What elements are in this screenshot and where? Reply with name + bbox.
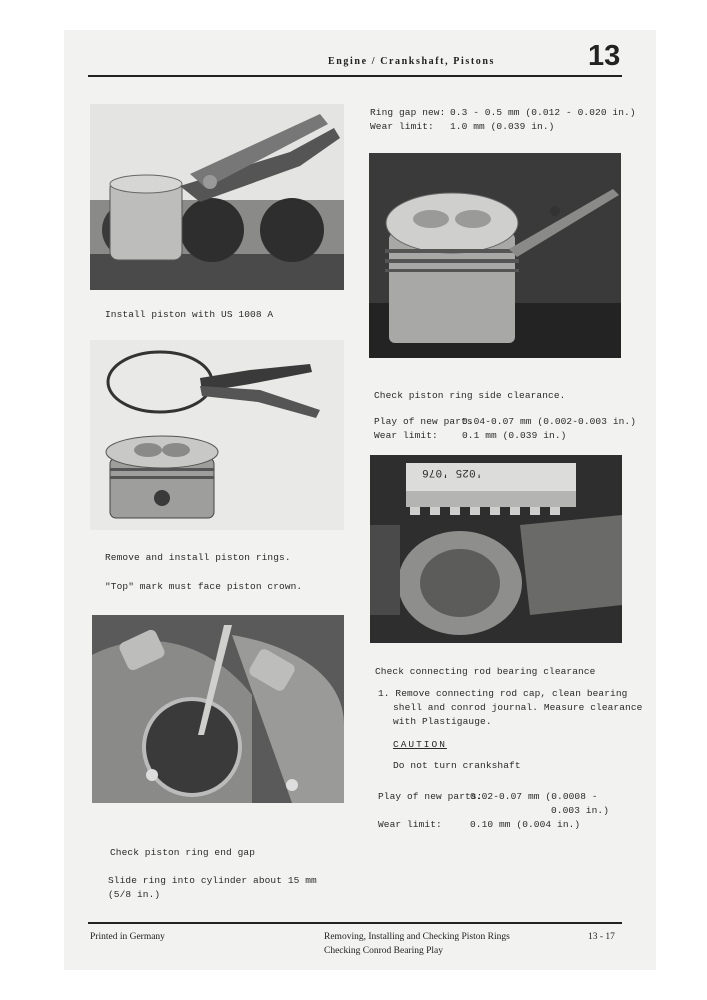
caption-remove-rings: Remove and install piston rings. [105,552,291,563]
play-value-1: 0.04-0.07 mm (0.002-0.003 in.) [462,416,637,427]
play-label-1: Play of new parts [374,416,473,427]
footer-printed-in: Printed in Germany [90,932,165,942]
wear-limit-label-3: Wear limit: [378,819,442,830]
caption-slide-ring-1: Slide ring into cylinder about 15 mm [108,875,317,886]
caption-install-piston: Install piston with US 1008 A [105,309,274,320]
step-1-line-1: 1. Remove connecting rod cap, clean bearing [378,688,628,699]
caption-side-clearance: Check piston ring side clearance. [374,390,566,401]
play-value-2-line-2: 0.003 in.) [551,805,610,816]
photo-ring-pliers [90,340,344,530]
plastigauge-scale-text: '025 '076 [422,466,483,478]
ring-gap-label: Ring gap new: [370,107,446,118]
caution-text: Do not turn crankshaft [393,760,521,771]
wear-limit-label-1: Wear limit: [370,121,434,132]
photo-plastigauge [370,455,622,643]
wear-limit-value-3: 0.10 mm (0.004 in.) [470,819,581,830]
caption-slide-ring-2: (5/8 in.) [108,889,161,900]
photo-ring-end-gap [92,615,344,803]
wear-limit-label-2: Wear limit: [374,430,438,441]
step-1-line-2: shell and conrod journal. Measure clearance [393,702,643,713]
caption-top-mark: "Top" mark must face piston crown. [105,581,303,592]
step-1-line-3: with Plastigauge. [393,716,492,727]
header-rule [88,75,622,77]
footer-section-line-2: Checking Conrod Bearing Play [324,946,443,956]
ring-gap-value: 0.3 - 0.5 mm (0.012 - 0.020 in.) [450,107,636,118]
caption-rod-clearance: Check connecting rod bearing clearance [375,666,596,677]
caption-check-end-gap: Check piston ring end gap [110,847,256,858]
footer-section-line-1: Removing, Installing and Checking Piston Rings [324,932,510,942]
wear-limit-value-2: 0.1 mm (0.039 in.) [462,430,567,441]
photo-side-clearance [369,153,621,358]
play-label-2: Play of new parts: [378,791,483,802]
photo-install-piston [90,104,344,290]
footer-rule [88,922,622,924]
footer-page-number: 13 - 17 [588,932,615,942]
play-value-2-line-1: 0.02-0.07 mm (0.0008 - [470,791,598,802]
wear-limit-value-1: 1.0 mm (0.039 in.) [450,121,555,132]
page-header-title: Engine / Crankshaft, Pistons [328,56,496,67]
section-number: 13 [588,40,621,72]
caution-label: CAUTION [393,739,447,750]
